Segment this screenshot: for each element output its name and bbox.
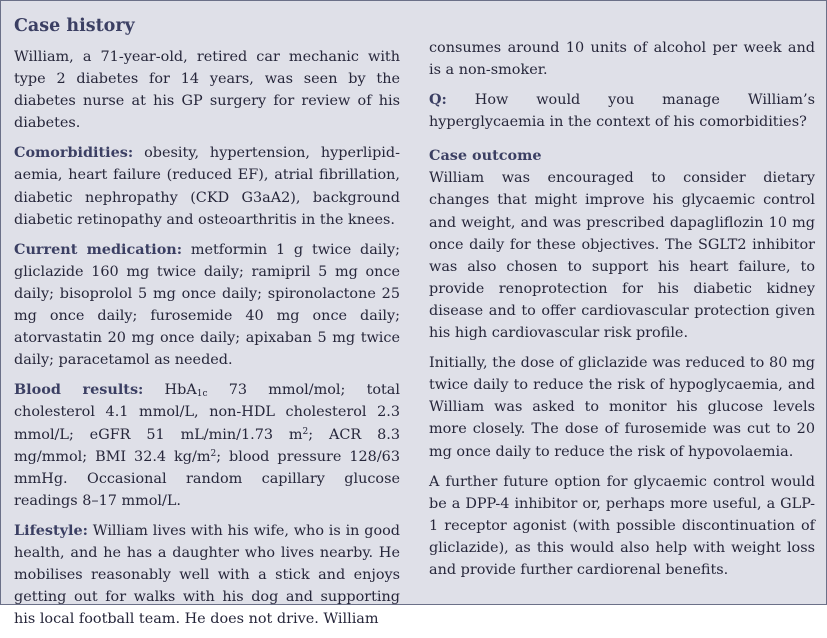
bmi-superscript: 2	[210, 448, 217, 459]
right-column	[429, 37, 815, 589]
blood-results-paragraph	[14, 379, 400, 512]
intro-paragraph: William, a 71-year-old, retired car mechanic with type 2 diabetes for 14 years, was seen by the diabetes nurse at his GP surgery for review of his diabetes.	[14, 49, 400, 132]
blood-results-text-3: ; blood pressure 128/63 mmHg. Occasional random capillary glucose readings 8–17 mmol/L.	[14, 448, 400, 509]
medication-label: Current medication:	[14, 240, 183, 258]
blood-results-text-1: 73 mmol/mol; total cholesterol 4.1 mmol/L, non-HDL cholesterol 2.3 mmol/L; eGFR 51 mL/min/1.73 m	[14, 382, 400, 443]
comorbidities-paragraph	[14, 142, 400, 230]
lifestyle-text: William lives with his wife, who is in good health, and he has a daughter who lives nearby. He mobilises reasonably well with a stick and enjoys getting out for walks with his dog and supporting his local football team. He does not drive. William	[14, 522, 400, 628]
outcome-paragraph-2: Initially, the dose of gliclazide was reduced to 80 mg twice daily to reduce the risk of hypoglycaemia, and William was asked to monitor his glucose levels more closely. The dose of furosemide was cut to 20 mg once daily to reduce the risk of hypovolaemia.	[429, 355, 815, 460]
outcome-paragraph-1: William was encouraged to consider dietary changes that might improve his glycaemic control and weight, and was prescribed dapagliflozin 10 mg once daily for these objectives. The SGLT2 inhibitor was also chosen to support his heart failure, to provide renoprotection for his diabetic kidney disease and to offer cardiovascular protection given his high cardiovascular risk profile.	[429, 170, 815, 342]
egfr-superscript: 2	[302, 426, 309, 437]
comorbidities-text: obesity, hypertension, hyperlipidaemia, heart failure (reduced EF), atrial fibrillation, diabetic nephropathy (CKD G3aA2), background diabetic retinopathy and osteoarthritis in the knees.	[14, 145, 400, 228]
blood-results-label: Blood results:	[14, 381, 144, 399]
comorbidities-label: Comorbidities:	[14, 144, 134, 162]
case-outcome-heading: Case outcome	[429, 147, 542, 165]
medication-text: metformin 1 g twice daily; gliclazide 160 mg twice daily; ramipril 5 mg once daily; bisoprolol 5 mg once daily; spironolactone 25 mg once daily; furosemide 40 mg once daily; atorvastatin 20 mg once daily; apixaban 5 mg twice daily; paracetamol as needed.	[14, 241, 400, 369]
question-paragraph	[429, 89, 815, 133]
lifestyle-label: Lifestyle:	[14, 521, 88, 539]
blood-hba-text: HbA	[143, 382, 197, 399]
medication-paragraph	[14, 239, 400, 372]
lifestyle-paragraph	[14, 520, 400, 630]
blood-results-text-2: ; ACR 8.3 mg/mmol; BMI 32.4 kg/m	[14, 426, 400, 465]
continuation-paragraph: consumes around 10 units of alcohol per week and is a non-smoker.	[429, 40, 815, 79]
left-column	[14, 46, 400, 638]
outcome-paragraph-3: A further future option for glycaemic control would be a DPP-4 inhibitor or, perhaps more useful, a GLP-1 receptor agonist (with possible discontinuation of gliclazide), as this would also help with weight loss and provide further cardiorenal benefits.	[429, 473, 815, 578]
question-text: How would you manage William’s hyperglycaemia in the context of his comorbidities?	[429, 92, 815, 131]
hba1c-subscript: 1c	[196, 389, 208, 400]
box-title: Case history	[14, 16, 135, 36]
question-label: Q:	[429, 91, 447, 109]
